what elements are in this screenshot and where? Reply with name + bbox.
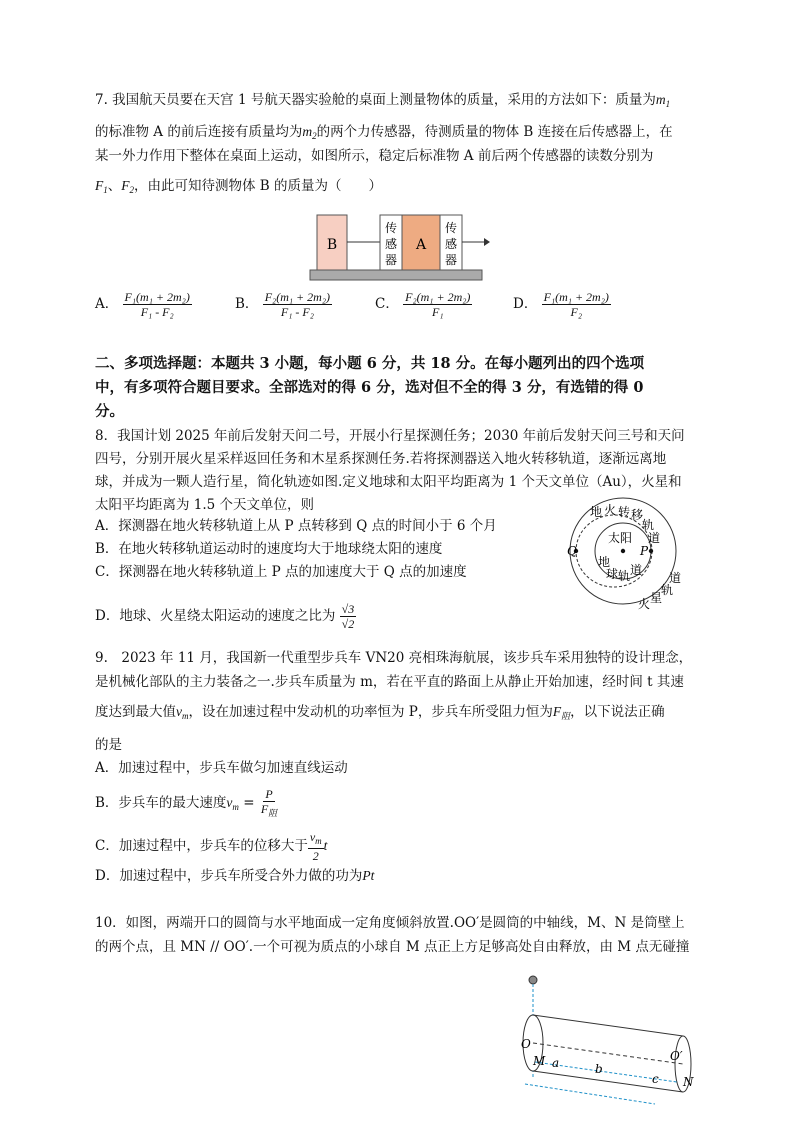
q9-text-3c: ，以下说法正确 <box>570 704 665 720</box>
q10-label-b: b <box>595 1062 603 1076</box>
q8-transfer-c5: 轨 <box>642 518 655 532</box>
q7-option-a-label: A． <box>95 296 119 312</box>
q10-label-O: O <box>521 1037 531 1051</box>
q7-a-label: A <box>415 237 427 253</box>
q7-option-d[interactable] <box>513 290 611 319</box>
q8-line1: 8．我国计划 2025 年前后发射天问二号，开展小行星探测任务；2030 年前后发射天问三号和天问 <box>95 428 685 444</box>
q9-option-c-t: t <box>323 838 328 853</box>
q7-sensor-front-c1: 传 <box>444 221 458 235</box>
q7-sensor-front-c3: 器 <box>444 253 458 267</box>
q7-option-c[interactable] <box>375 290 472 319</box>
q9-line2: 是机械化部队的主力装备之一.步兵车质量为 m，若在平直的路面上从静止开始加速，经时间 t 其速 <box>95 674 684 690</box>
q10-label-c: c <box>652 1072 659 1086</box>
section2-line1: 二、多项选择题：本题共 3 小题，每小题 6 分，共 18 分。在每小题列出的四个选项 <box>95 355 645 372</box>
q8-earth-c4: 道 <box>630 563 643 577</box>
q8-transfer-c6: 道 <box>648 531 661 545</box>
q8-earth-c3: 轨 <box>618 569 631 583</box>
q8-mars-c4: 道 <box>669 571 682 585</box>
q9-line1: 9. 2023 年 11 月，我国新一代重型步兵车 VN20 亮相珠海航展，该步兵车采用独特的设计理念， <box>95 650 693 666</box>
q7-sensor-back-c1: 传 <box>384 221 398 235</box>
q9-option-c-frac <box>308 830 324 863</box>
q7-text-2b: 的两个力传感器，待测质量的物体 B 连接在后传感器上，在 <box>316 124 673 140</box>
q8-earth-c2: 球 <box>606 567 619 581</box>
q7-option-c-label: C． <box>375 296 399 312</box>
q9-option-b-lhs: $v_m$ <box>226 795 239 812</box>
q7-text-2: 的标准物 A 的前后连接有质量均为 <box>95 124 303 140</box>
q8-mars-c1: 火 <box>638 597 651 611</box>
q9-line4: 的是 <box>95 737 122 753</box>
q7-text-4: ，由此可知待测物体 B 的质量为（ ） <box>134 178 383 194</box>
q9-Fz: $F_阻$ <box>552 704 571 721</box>
q8-option-d-frac <box>340 602 357 631</box>
q7-F2: $F_2$ <box>121 178 134 195</box>
q9-option-b-eq: = <box>238 795 259 811</box>
q8-option-d-num: √3 <box>341 602 355 616</box>
q7-option-b-label: B． <box>235 296 259 312</box>
q7-option-c-den: F₁ <box>432 305 444 319</box>
q9-text-3b: ，设在加速过程中发动机的功率恒为 P，步兵车所受阻力恒为 <box>188 704 553 720</box>
q8-mars-c2: 星 <box>650 591 663 605</box>
q9-option-c-text: C．加速过程中，步兵车的位移大于 <box>95 838 308 854</box>
q7-sensor-front-c2: 感 <box>444 237 458 251</box>
q7-diagram <box>300 208 490 284</box>
q7-option-a-frac <box>123 290 192 319</box>
q9-option-b-frac <box>259 787 279 820</box>
q7-F1: $F_1$ <box>95 178 108 195</box>
q8-option-a[interactable]: A．探测器在地火转移轨道上从 P 点转移到 Q 点的时间小于 6 个月 <box>95 518 497 534</box>
q8-option-d-text: D．地球、火星绕太阳运动的速度之比为 <box>95 608 336 624</box>
q10-label-O2: O′ <box>670 1049 683 1063</box>
q10-top-edge <box>533 1015 683 1036</box>
q8-p-label: P <box>640 544 649 558</box>
q10-label-M: M <box>533 1054 546 1068</box>
q7-line3: 某一外力作用下整体在桌面上运动，如图所示，稳定后标准物 A 前后两个传感器的读数分别为 <box>95 148 654 164</box>
q7-b-label: B <box>326 237 338 253</box>
q7-line2 <box>95 122 673 146</box>
q8-option-d[interactable] <box>95 602 356 631</box>
q9-option-d[interactable] <box>95 866 374 886</box>
q7-option-b-num: F₂(m₁ + 2m₂) <box>264 290 330 304</box>
q10-ball <box>529 976 537 984</box>
q7-option-d-label: D． <box>513 296 538 312</box>
q7-option-a-den: F₁ - F₂ <box>140 305 174 319</box>
q8-line2: 四号，分别开展火星采样返回任务和木星系探测任务.若将探测器送入地火转移轨道，逐渐远离地 <box>95 451 667 467</box>
q9-text-3a: 度达到最大值 <box>95 704 176 720</box>
q7-option-d-num: F₁(m₁ + 2m₂) <box>543 290 609 304</box>
q8-transfer-c2: 火 <box>604 503 617 517</box>
section2-line2: 中，有多项符合题目要求。全部选对的得 6 分，选对但不全的得 3 分，有选错的得 0 <box>95 379 644 396</box>
q7-line4 <box>95 176 382 200</box>
q9-option-c[interactable] <box>95 830 327 863</box>
q9-option-c-num: $v_m$ <box>308 830 324 849</box>
q8-sun-dot <box>621 549 625 553</box>
q7-option-b[interactable] <box>235 290 332 319</box>
q9-option-d-val: Pt <box>362 868 375 883</box>
q8-sun-label: 太阳 <box>608 531 633 545</box>
section2-line3: 分。 <box>95 403 124 420</box>
q8-earth-c1: 地 <box>598 555 611 569</box>
q8-p-dot <box>649 549 653 553</box>
q8-option-c[interactable]: C．探测器在地火转移轨道上 P 点的加速度大于 Q 点的加速度 <box>95 564 467 580</box>
q9-option-b-num: P <box>265 787 273 801</box>
q7-option-c-num: F₂(m₁ + 2m₂) <box>405 290 471 304</box>
q7-text-1: 7. 我国航天员要在天宫 1 号航天器实验舱的桌面上测量物体的质量，采用的方法如下：质量为 <box>95 92 656 108</box>
q8-mars-c3: 轨 <box>661 583 674 597</box>
q7-option-b-frac <box>263 290 332 319</box>
q8-option-d-den: √2 <box>341 617 355 631</box>
q7-arrowhead <box>484 238 490 246</box>
q9-option-a[interactable]: A．加速过程中，步兵车做匀加速直线运动 <box>95 760 348 776</box>
q9-option-c-den: 2 <box>312 849 319 863</box>
q7-sep: 、 <box>107 178 122 194</box>
q9-line3 <box>95 702 665 726</box>
q7-option-a[interactable] <box>95 290 192 319</box>
q9-option-b-den: $F_阻$ <box>260 802 278 818</box>
q8-orbit-diagram <box>558 494 708 624</box>
q9-option-d-text: D．加速过程中，步兵车所受合外力做的功为 <box>95 868 363 884</box>
q9-vm: $v_m$ <box>176 704 189 721</box>
q7-option-a-num: F₁(m₁ + 2m₂) <box>124 290 190 304</box>
q7-m2: $m_2$ <box>302 124 317 141</box>
q9-option-b-text: B．步兵车的最大速度 <box>95 795 227 811</box>
q7-option-c-frac <box>403 290 472 319</box>
q7-option-d-frac <box>542 290 611 319</box>
q10-ground-dashed <box>525 1084 655 1104</box>
q8-option-b[interactable]: B．在地火转移轨道运动时的速度均大于地球绕太阳的速度 <box>95 541 443 557</box>
q8-line4: 太阳平均距离为 1.5 个天文单位，则 <box>95 497 315 513</box>
q8-transfer-c3: 转 <box>618 505 631 519</box>
q8-line3: 球，并成为一颗人造行星，简化轨迹如图.定义地球和太阳平均距离为 1 个天文单位（Au），火星和 <box>95 474 682 490</box>
q7-line1 <box>95 90 670 114</box>
q10-label-a: a <box>552 1056 560 1070</box>
q7-table <box>310 270 482 280</box>
q7-option-d-den: F₂ <box>570 305 583 319</box>
q7-m1: $m_1$ <box>655 92 671 109</box>
q9-option-b[interactable] <box>95 787 279 820</box>
q7-option-b-den: F₁ - F₂ <box>280 305 314 319</box>
q7-sensor-back-c2: 感 <box>384 237 398 251</box>
q7-sensor-back-c3: 器 <box>384 253 398 267</box>
q8-q-label: Q <box>567 544 577 558</box>
q8-transfer-c4: 移 <box>631 508 644 522</box>
q10-label-N: N <box>683 1075 694 1089</box>
q8-transfer-c1: 地 <box>590 505 603 519</box>
q10-cylinder-diagram <box>505 968 705 1108</box>
q10-line2: 的两个点，且 MN // OO′.一个可视为质点的小球自 M 点正上方足够高处自由释放，由 M 点无碰撞 <box>95 939 690 955</box>
q10-line1: 10．如图，两端开口的圆筒与水平地面成一定角度倾斜放置.OO′是圆筒的中轴线，M、N 是筒壁上 <box>95 915 685 931</box>
